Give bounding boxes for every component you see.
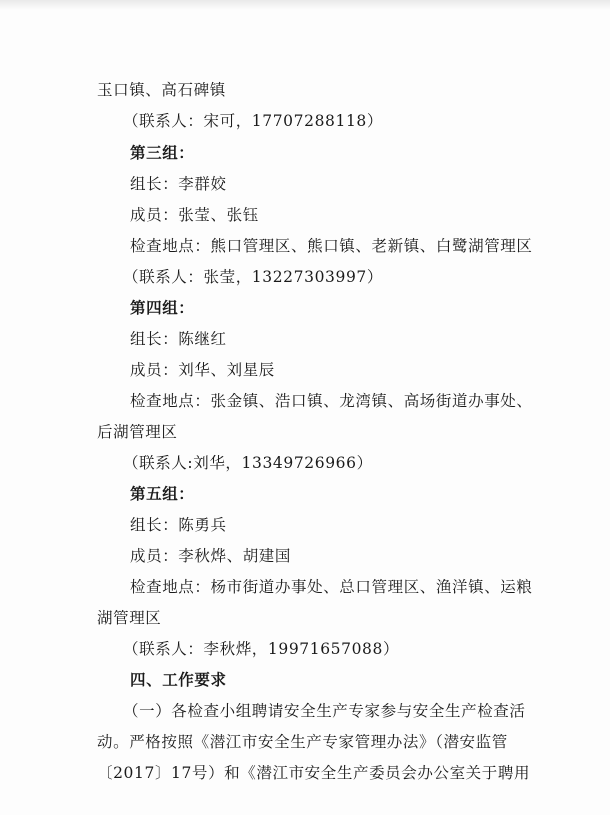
group-4-locations-cont: 后湖管理区 bbox=[97, 423, 178, 441]
group-5-contact: （联系人：李秋烨，19971657088） bbox=[123, 640, 400, 658]
group-4-heading: 第四组： bbox=[130, 298, 195, 317]
group-4-contact: （联系人:刘华，13349726966） bbox=[123, 454, 373, 472]
group-3-members: 成员：张莹、张钰 bbox=[130, 206, 259, 224]
text-line-1: 玉口镇、高石碑镇 bbox=[97, 81, 226, 99]
section-4-heading: 四、工作要求 bbox=[130, 670, 227, 689]
group-5-leader: 组长：陈勇兵 bbox=[130, 516, 227, 534]
paragraph-line-3: 〔2017〕17号）和《潜江市安全生产委员会办公室关于聘用 bbox=[97, 764, 531, 782]
group-4-leader: 组长：陈继红 bbox=[130, 330, 227, 348]
paragraph-line-1: （一）各检查小组聘请安全生产专家参与安全生产检查活 bbox=[123, 702, 526, 720]
scan-top-edge bbox=[0, 0, 610, 10]
group-5-locations: 检查地点：杨市街道办事处、总口管理区、渔洋镇、运粮 bbox=[130, 578, 533, 596]
paragraph-line-2: 动。严格按照《潜江市安全生产专家管理办法》（潜安监管 bbox=[97, 733, 508, 751]
group-5-heading: 第五组： bbox=[130, 484, 195, 503]
group-5-locations-cont: 湖管理区 bbox=[97, 609, 162, 627]
group-5-members: 成员：李秋烨、胡建国 bbox=[130, 547, 292, 565]
group-4-locations: 检查地点：张金镇、浩口镇、龙湾镇、高场街道办事处、 bbox=[130, 392, 533, 410]
group-3-contact: （联系人：张莹，13227303997） bbox=[123, 268, 383, 286]
group-4-members: 成员：刘华、刘星辰 bbox=[130, 361, 275, 379]
group-3-locations: 检查地点：熊口管理区、熊口镇、老新镇、白鹭湖管理区 bbox=[130, 237, 533, 255]
contact-line-group2: （联系人：宋可，17707288118） bbox=[123, 112, 383, 130]
group-3-heading: 第三组： bbox=[130, 143, 195, 162]
group-3-leader: 组长：李群姣 bbox=[130, 175, 227, 193]
